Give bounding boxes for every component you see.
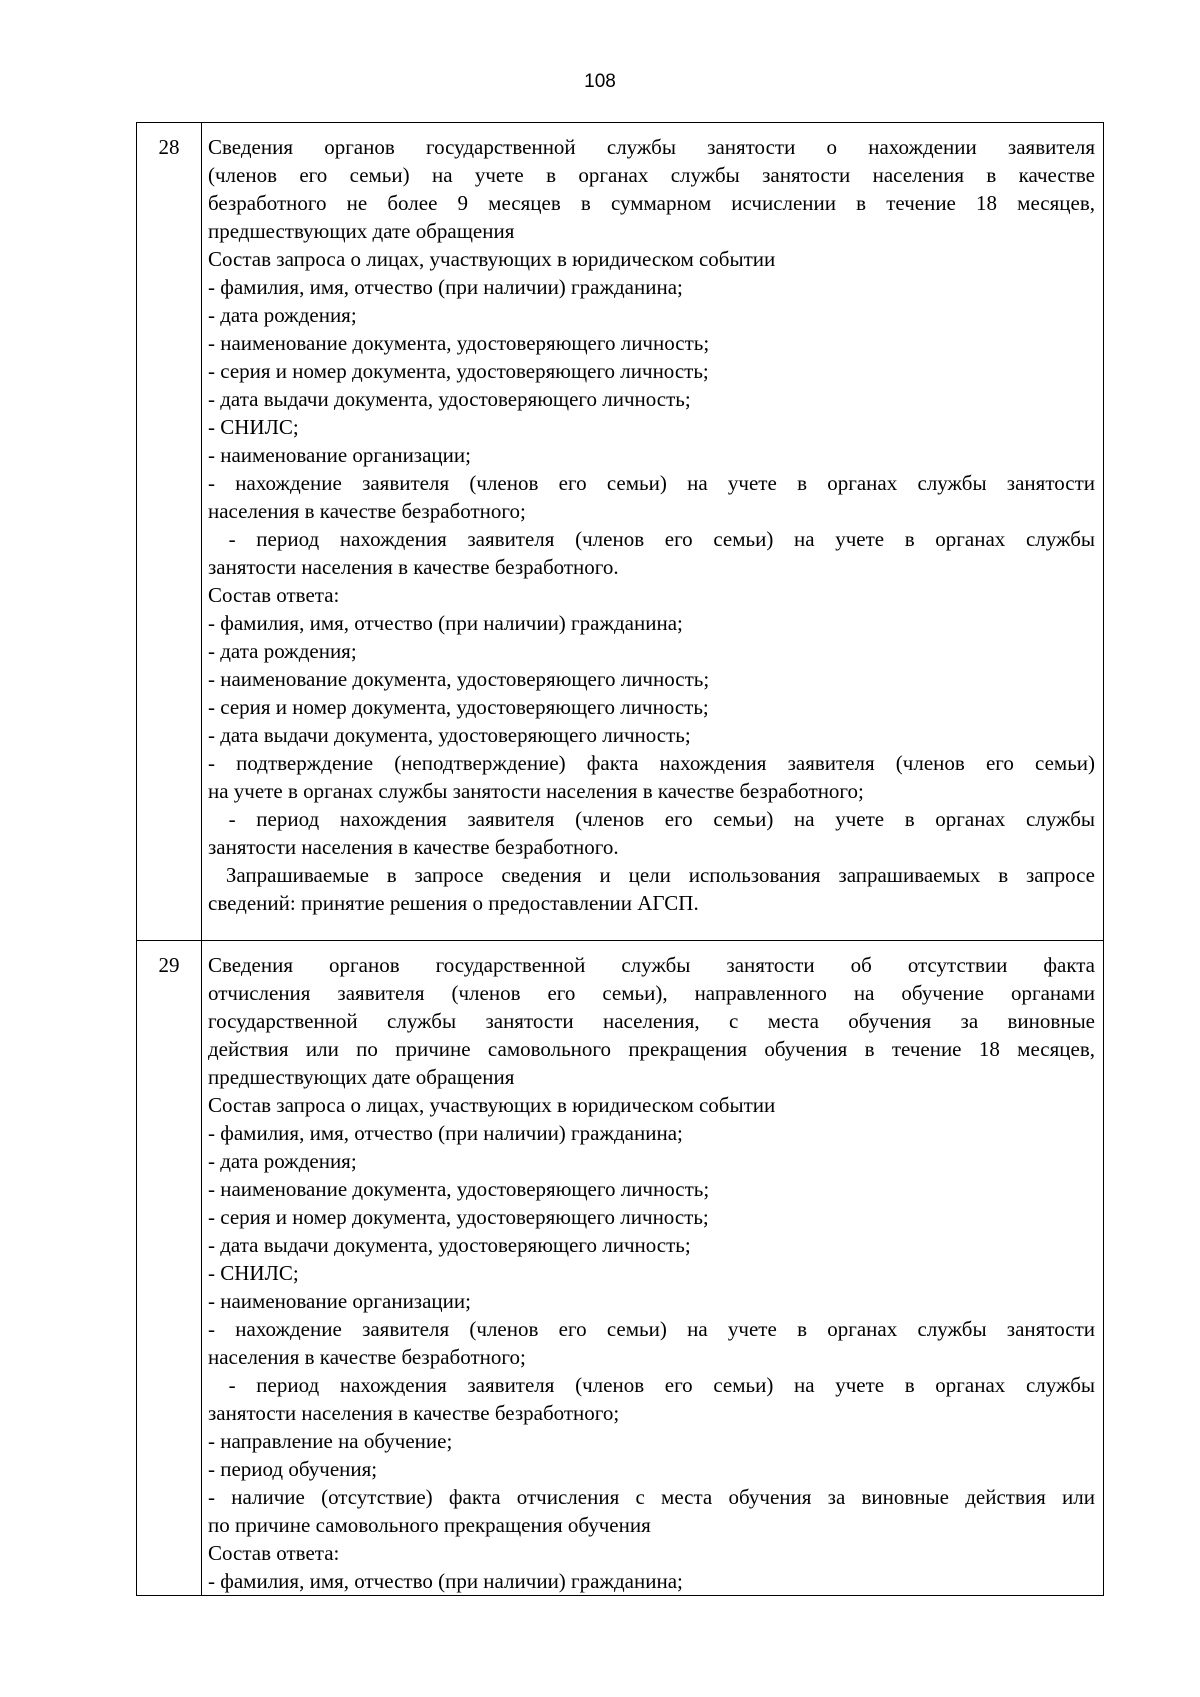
table-row [137, 941, 1104, 1596]
text-line: - СНИЛС; [208, 1261, 299, 1285]
text-line: - наименование документа, удостоверяющего личность; [208, 667, 710, 691]
text-line: - фамилия, имя, отчество (при наличии) гражданина; [208, 275, 683, 299]
text-line: предшествующих дате обращения [208, 219, 515, 243]
text-line: занятости населения в качестве безработного; [208, 1401, 620, 1425]
text-line: - наименование организации; [208, 443, 471, 467]
row-number-cell: 29 [137, 941, 202, 1596]
text-line: занятости населения в качестве безработного. [208, 835, 619, 859]
text-line: населения в качестве безработного; [208, 499, 526, 523]
text-line: Запрашиваемые в запросе сведения и цели использования запрашиваемых в запросе [208, 863, 1095, 887]
text-line: - нахождение заявителя (членов его семьи) на учете в органах службы занятости [208, 1317, 1095, 1341]
text-line: - направление на обучение; [208, 1429, 453, 1453]
text-line: - дата выдачи документа, удостоверяющего личность; [208, 1233, 691, 1257]
row-text-cell [202, 941, 1104, 1596]
text-line: - серия и номер документа, удостоверяющего личность; [208, 695, 709, 719]
text-line: - дата выдачи документа, удостоверяющего личность; [208, 387, 691, 411]
text-line: - наименование документа, удостоверяющего личность; [208, 1177, 710, 1201]
text-line: Состав ответа: [208, 1541, 340, 1565]
text-line: - дата рождения; [208, 303, 357, 327]
text-line: - дата рождения; [208, 1149, 357, 1173]
text-line: - дата выдачи документа, удостоверяющего личность; [208, 723, 691, 747]
text-line: - период нахождения заявителя (членов его семьи) на учете в органах службы [208, 1373, 1095, 1397]
text-line: занятости населения в качестве безработного. [208, 555, 619, 579]
text-line: - период нахождения заявителя (членов его семьи) на учете в органах службы [208, 527, 1095, 551]
page-number: 108 [584, 71, 616, 92]
text-line: Сведения органов государственной службы занятости об отсутствии факта [208, 953, 1095, 977]
text-line: сведений: принятие решения о предоставлении АГСП. [208, 891, 699, 915]
text-line: Состав запроса о лицах, участвующих в юридическом событии [208, 247, 776, 271]
table-row [137, 123, 1104, 941]
text-line: населения в качестве безработного; [208, 1345, 526, 1369]
text-line: по причине самовольного прекращения обучения [208, 1513, 651, 1537]
text-line: - наименование документа, удостоверяющего личность; [208, 331, 710, 355]
text-line: на учете в органах службы занятости населения в качестве безработного; [208, 779, 864, 803]
row-text-cell [202, 123, 1104, 941]
row-number-cell: 28 [137, 123, 202, 941]
text-line: Состав запроса о лицах, участвующих в юридическом событии [208, 1093, 776, 1117]
text-line: - серия и номер документа, удостоверяющего личность; [208, 1205, 709, 1229]
text-line: предшествующих дате обращения [208, 1065, 515, 1089]
text-line: (членов его семьи) на учете в органах службы занятости населения в качестве [208, 163, 1095, 187]
text-line: государственной службы занятости населения, с места обучения за виновные [208, 1009, 1095, 1033]
text-line: отчисления заявителя (членов его семьи), направленного на обучение органами [208, 981, 1095, 1005]
text-line: - наличие (отсутствие) факта отчисления с места обучения за виновные действия или [208, 1485, 1095, 1509]
text-line: Состав ответа: [208, 583, 340, 607]
text-line: - СНИЛС; [208, 415, 299, 439]
text-line: - период обучения; [208, 1457, 378, 1481]
text-line: безработного не более 9 месяцев в суммарном исчислении в течение 18 месяцев, [208, 191, 1095, 215]
requirements-table [136, 122, 1104, 1596]
text-line: - фамилия, имя, отчество (при наличии) гражданина; [208, 1121, 683, 1145]
text-line: Сведения органов государственной службы занятости о нахождении заявителя [208, 135, 1095, 159]
text-line: действия или по причине самовольного прекращения обучения в течение 18 месяцев, [208, 1037, 1095, 1061]
text-line: - нахождение заявителя (членов его семьи) на учете в органах службы занятости [208, 471, 1095, 495]
text-line: - подтверждение (неподтверждение) факта нахождения заявителя (членов его семьи) [208, 751, 1095, 775]
text-line: - фамилия, имя, отчество (при наличии) гражданина; [208, 611, 683, 635]
text-line: - серия и номер документа, удостоверяющего личность; [208, 359, 709, 383]
text-line: - дата рождения; [208, 639, 357, 663]
text-line: - наименование организации; [208, 1289, 471, 1313]
text-line: - фамилия, имя, отчество (при наличии) гражданина; [208, 1569, 683, 1593]
text-line: - период нахождения заявителя (членов его семьи) на учете в органах службы [208, 807, 1095, 831]
